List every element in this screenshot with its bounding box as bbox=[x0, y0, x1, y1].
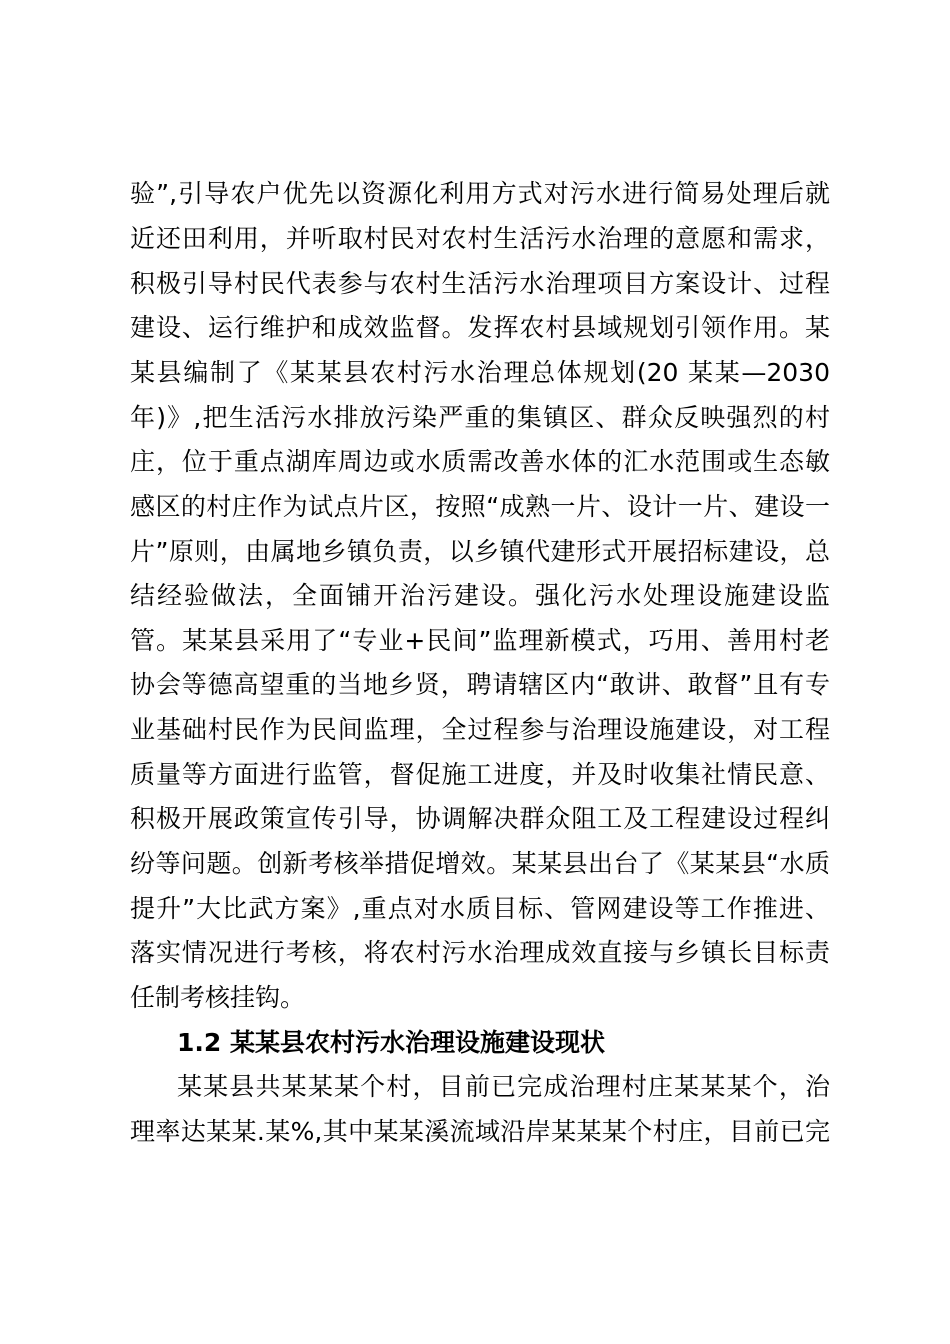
paragraph-line: 理率达某某.某%,其中某某溪流域沿岸某某某个村庄，目前已完 bbox=[130, 1117, 830, 1146]
paragraph-line: 质量等方面进行监管，督促施工进度，并及时收集社情民意、 bbox=[130, 760, 830, 789]
paragraph-line: 任制考核挂钩。 bbox=[130, 983, 306, 1012]
paragraph-line: 协会等德高望重的当地乡贤，聘请辖区内“敢讲、敢督”且有专 bbox=[130, 670, 830, 699]
paragraph-line: 某县编制了《某某县农村污水治理总体规划(20 某某—2030 bbox=[130, 358, 830, 387]
paragraph-line: 感区的村庄作为试点片区，按照“成熟一片、设计一片、建设一 bbox=[130, 492, 830, 521]
paragraph-line: 结经验做法，全面铺开治污建设。强化污水处理设施建设监 bbox=[130, 581, 830, 610]
paragraph-line: 建设、运行维护和成效监督。发挥农村县域规划引领作用。某 bbox=[130, 313, 830, 342]
paragraph-line: 提升”大比武方案》,重点对水质目标、管网建设等工作推进、 bbox=[130, 894, 830, 923]
paragraph-line: 积极引导村民代表参与农村生活污水治理项目方案设计、过程 bbox=[130, 269, 830, 298]
paragraph-line: 验”,引导农户优先以资源化利用方式对污水进行简易处理后就 bbox=[130, 179, 830, 208]
paragraph-line: 落实情况进行考核，将农村污水治理成效直接与乡镇长目标责 bbox=[130, 938, 830, 967]
section-heading: 1.2 某某县农村污水治理设施建设现状 bbox=[177, 1028, 605, 1057]
paragraph-line: 积极开展政策宣传引导，协调解决群众阻工及工程建设过程纠 bbox=[130, 804, 830, 833]
paragraph-line: 管。某某县采用了“专业+民间”监理新模式，巧用、善用村老 bbox=[130, 626, 830, 655]
paragraph-line: 业基础村民作为民间监理，全过程参与治理设施建设，对工程 bbox=[130, 715, 830, 744]
paragraph-line: 近还田利用，并听取村民对农村生活污水治理的意愿和需求， bbox=[130, 224, 830, 253]
paragraph-line: 纷等问题。创新考核举措促增效。某某县出台了《某某县“水质 bbox=[130, 849, 830, 878]
paragraph-line: 某某县共某某某个村，目前已完成治理村庄某某某个，治 bbox=[177, 1072, 830, 1101]
paragraph-line: 庄，位于重点湖库周边或水质需改善水体的汇水范围或生态敏 bbox=[130, 447, 830, 476]
paragraph-line: 片”原则，由属地乡镇负责，以乡镇代建形式开展招标建设，总 bbox=[130, 537, 830, 566]
paragraph-line: 年)》,把生活污水排放污染严重的集镇区、群众反映强烈的村 bbox=[130, 403, 830, 432]
